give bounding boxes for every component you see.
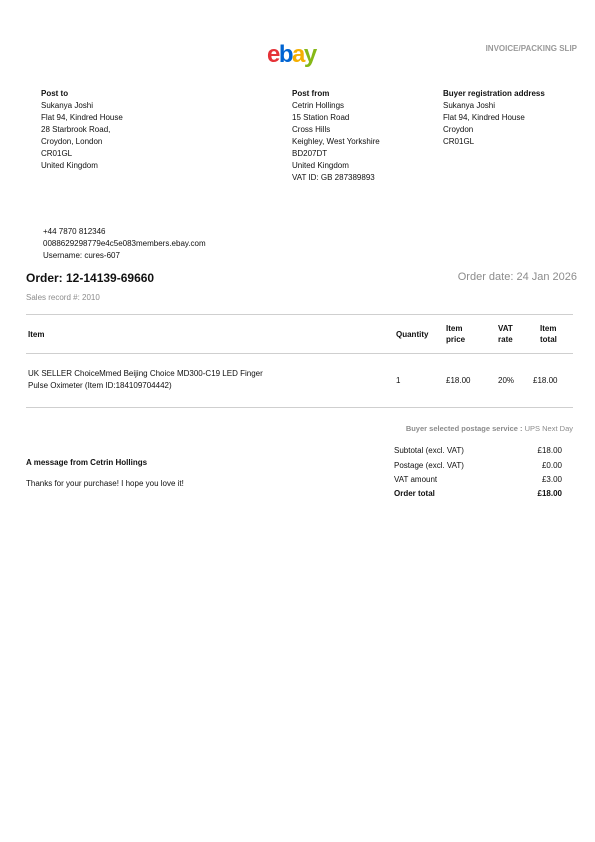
order-number: Order: 12-14139-69660 (26, 271, 155, 285)
postage-service-value: UPS Next Day (524, 424, 573, 433)
item-quantity: 1 (396, 376, 401, 385)
post-from-line: Cetrin Hollings (292, 101, 345, 110)
sales-record: Sales record #: 2010 (26, 293, 100, 302)
buyer-registration-block (443, 88, 545, 148)
subtotal-value: £18.00 (537, 446, 562, 455)
post-from-line: Keighley, West Yorkshire (292, 137, 380, 146)
order-total-label: Order total (394, 489, 435, 498)
postage-service (406, 424, 573, 433)
buyer-registration-heading: Buyer registration address (443, 89, 545, 98)
item-title-line: UK SELLER ChoiceMmed Beijing Choice MD300-C19 LED Finger (28, 369, 263, 378)
post-from-line: United Kingdom (292, 161, 349, 170)
post-to-line: United Kingdom (41, 161, 98, 170)
item-title-line: Pulse Oximeter (Item ID:184109704442) (28, 381, 172, 390)
col-header-item-price (446, 323, 465, 345)
subtotal-label: Subtotal (excl. VAT) (394, 446, 464, 455)
ebay-logo: ebay (267, 41, 316, 68)
vat-amount-label: VAT amount (394, 475, 438, 484)
post-to-line: CR01GL (41, 149, 73, 158)
divider (26, 314, 573, 315)
document-type: INVOICE/PACKING SLIP (485, 44, 577, 53)
postage-service-label: Buyer selected postage service : (405, 424, 523, 433)
table-row-description (28, 368, 263, 392)
buyer-phone: +44 7870 812346 (43, 227, 106, 236)
col-header-quantity: Quantity (396, 330, 429, 339)
col-header-item-total-line: total (540, 335, 557, 344)
buyer-registration-line: Croydon (443, 125, 474, 134)
item-price: £18.00 (446, 376, 471, 385)
post-from-line: Cross Hills (292, 125, 331, 134)
col-header-item-price-line: Item (446, 324, 463, 333)
buyer-registration-line: Flat 94, Kindred House (443, 113, 525, 122)
post-from-line: 15 Station Road (292, 113, 350, 122)
post-to-heading: Post to (41, 89, 69, 98)
divider (26, 407, 573, 408)
post-from-block (292, 88, 380, 184)
col-header-vat-rate-line: rate (498, 335, 513, 344)
item-total: £18.00 (533, 376, 558, 385)
col-header-item-total (540, 323, 557, 345)
post-from-heading: Post from (292, 89, 330, 98)
seller-message-title: A message from Cetrin Hollings (26, 458, 148, 467)
post-to-line: 28 Starbrook Road, (41, 125, 111, 134)
post-from-line: BD207DT (292, 149, 328, 158)
item-vat-rate: 20% (498, 376, 515, 385)
post-to-line: Sukanya Joshi (41, 101, 94, 110)
col-header-item-total-line: Item (540, 324, 557, 333)
buyer-registration-line: Sukanya Joshi (443, 101, 496, 110)
col-header-item: Item (28, 330, 45, 339)
buyer-username: Username: cures-607 (43, 251, 120, 260)
postage-value: £0.00 (541, 461, 562, 470)
vat-amount-value: £3.00 (541, 475, 562, 484)
post-from-vat-id: VAT ID: GB 287389893 (292, 173, 375, 182)
order-date: Order date: 24 Jan 2026 (457, 271, 577, 283)
col-header-item-price-line: price (446, 335, 466, 344)
buyer-registration-line: CR01GL (443, 137, 475, 146)
col-header-vat-rate-line: VAT (498, 324, 513, 333)
post-to-block (41, 88, 123, 172)
postage-label: Postage (excl. VAT) (394, 461, 464, 470)
buyer-email: 0088629298779e4c5e083members.ebay.com (43, 239, 206, 248)
order-total-value: £18.00 (537, 489, 562, 498)
buyer-contact (43, 226, 206, 262)
col-header-vat-rate (498, 323, 513, 345)
divider (26, 353, 573, 354)
post-to-line: Croydon, London (41, 137, 103, 146)
seller-message-body: Thanks for your purchase! I hope you love it! (26, 479, 184, 488)
post-to-line: Flat 94, Kindred House (41, 113, 123, 122)
